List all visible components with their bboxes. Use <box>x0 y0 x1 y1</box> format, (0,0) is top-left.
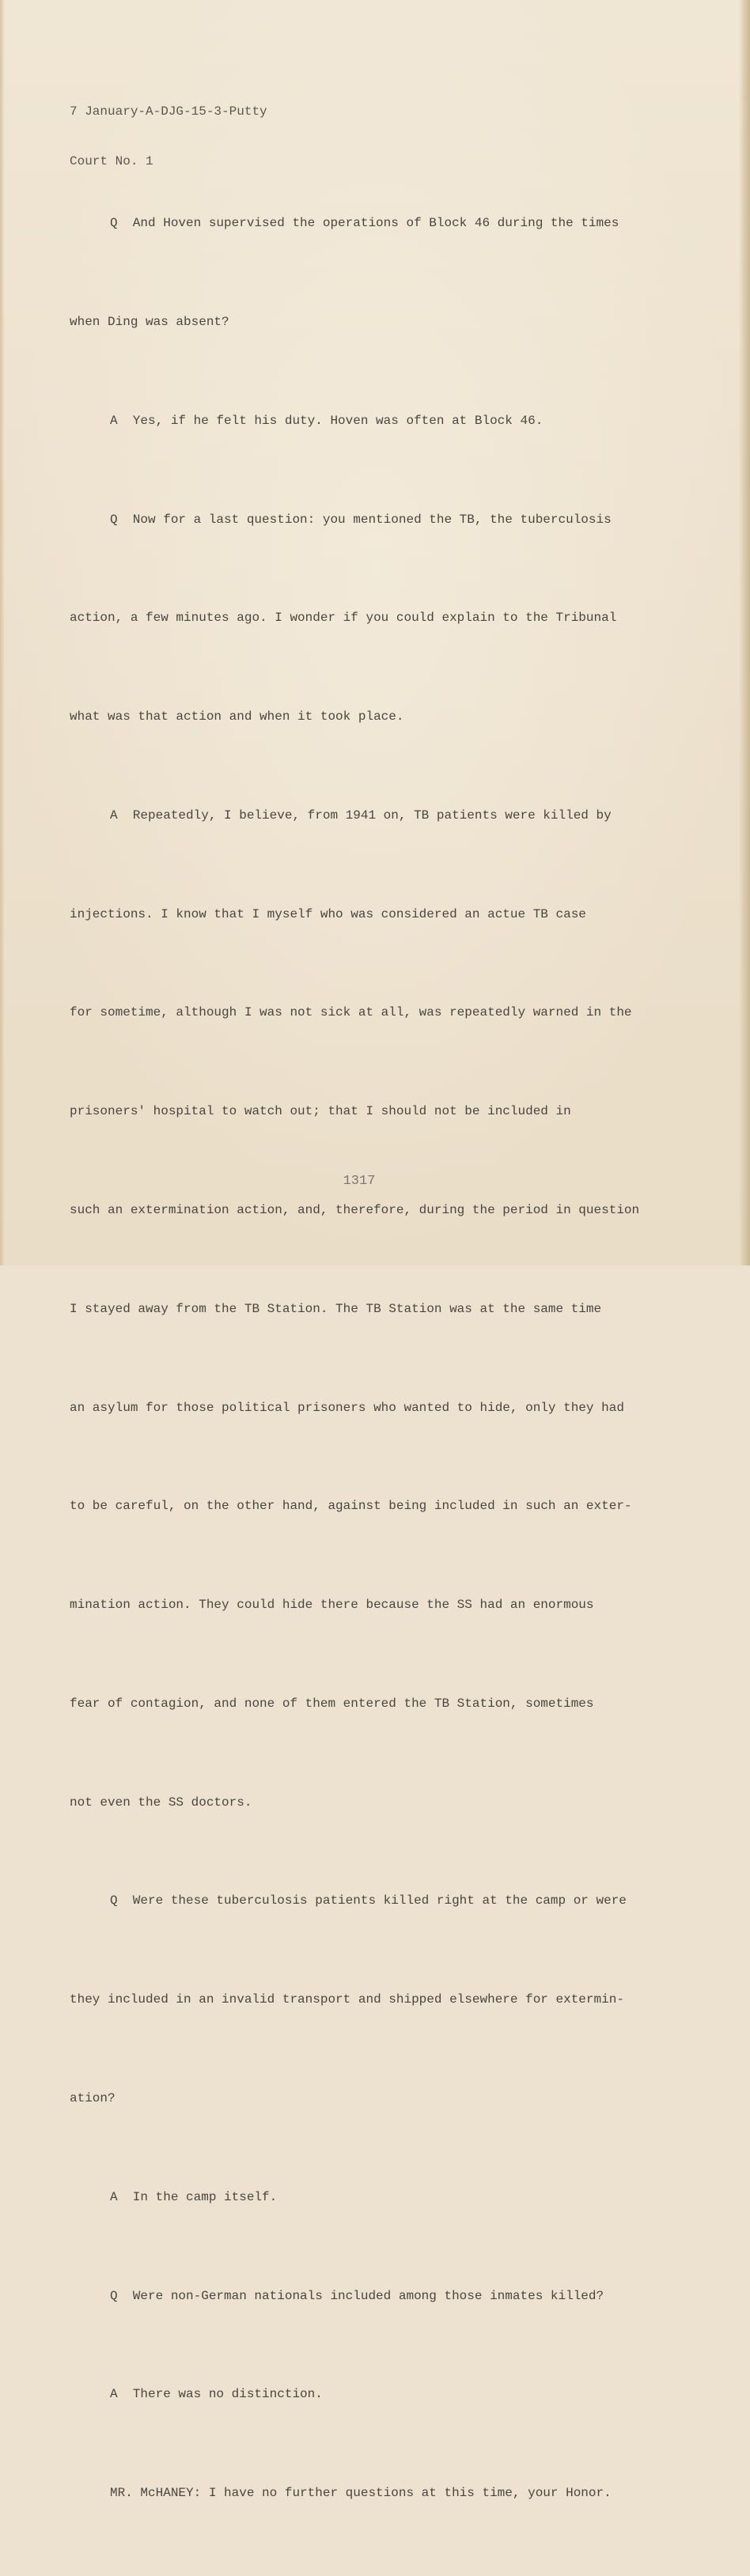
transcript-body <box>70 142 687 2576</box>
transcript-line: ation? <box>70 2091 116 2106</box>
transcript-line: prisoners' hospital to watch out; that I should not be included in <box>70 1104 571 1119</box>
transcript-line: Q Were non-German nationals included among those inmates killed? <box>110 2288 604 2303</box>
header-court-number: Court No. 1 <box>70 154 153 168</box>
transcript-line: Q Were these tuberculosis patients killed right at the camp or were <box>110 1893 627 1908</box>
transcript-line: not even the SS doctors. <box>70 1795 252 1810</box>
transcript-line: what was that action and when it took place. <box>70 709 404 724</box>
transcript-line: action, a few minutes ago. I wonder if you could explain to the Tribunal <box>70 611 617 626</box>
page-number: 1317 <box>343 1174 376 1189</box>
transcript-line: an asylum for those political prisoners who wanted to hide, only they had <box>70 1400 624 1415</box>
header-date-code: 7 January-A-DJG-15-3-Putty <box>70 104 267 119</box>
transcript-line: fear of contagion, and none of them entered the TB Station, sometimes <box>70 1696 594 1711</box>
transcript-line: such an extermination action, and, therefore, during the period in question <box>70 1203 640 1217</box>
transcript-line: Q Now for a last question: you mentioned the TB, the tuberculosis <box>110 512 612 527</box>
transcript-line: for sometime, although I was not sick at all, was repeatedly warned in the <box>70 1005 632 1020</box>
transcript-line: A There was no distinction. <box>110 2387 323 2402</box>
transcript-line: I stayed away from the TB Station. The TB Station was at the same time <box>70 1301 602 1316</box>
transcript-line: A In the camp itself. <box>110 2189 278 2204</box>
transcript-line: they included in an invalid transport and shipped elsewhere for extermin- <box>70 1992 624 2007</box>
transcript-line: A Repeatedly, I believe, from 1941 on, TB patients were killed by <box>110 808 612 823</box>
transcript-line: injections. I know that I myself who was considered an actue TB case <box>70 906 586 921</box>
transcript-line: Q And Hoven supervised the operations of Block 46 during the times <box>110 216 619 231</box>
paper-left-edge <box>0 0 5 1265</box>
transcript-line: mination action. They could hide there because the SS had an enormous <box>70 1598 594 1613</box>
transcript-line: MR. McHANEY: I have no further questions at this time, your Honor. <box>110 2486 612 2501</box>
transcript-line: when Ding was absent? <box>70 314 229 329</box>
transcript-line: A Yes, if he felt his duty. Hoven was often at Block 46. <box>110 413 544 428</box>
paper-right-edge <box>739 0 750 1265</box>
transcript-line: to be careful, on the other hand, against being included in such an exter- <box>70 1499 632 1514</box>
